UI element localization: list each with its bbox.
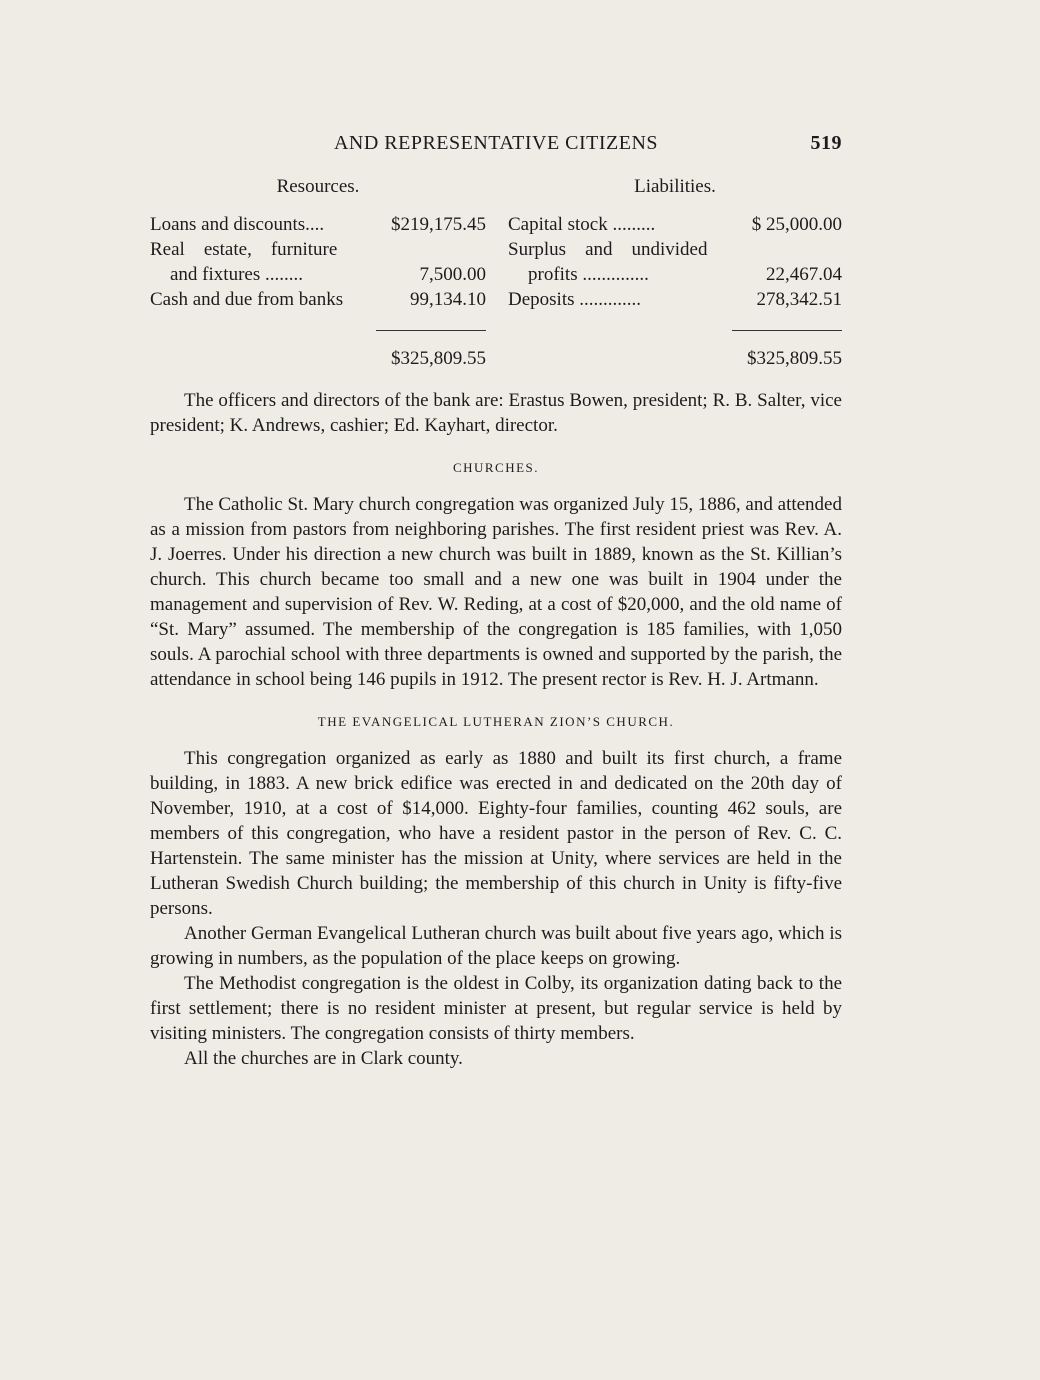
resource-row bbox=[150, 239, 486, 264]
book-page bbox=[150, 132, 842, 1071]
resource-row bbox=[150, 289, 486, 314]
resource-label: Real estate, furniture bbox=[150, 239, 338, 260]
resource-amount: 7,500.00 bbox=[419, 264, 486, 285]
liability-label: profits .............. bbox=[528, 264, 649, 285]
resource-amount: 99,134.10 bbox=[410, 289, 486, 310]
liabilities-heading: Liabilities. bbox=[634, 176, 716, 197]
resources-total: $325,809.55 bbox=[391, 348, 486, 369]
liability-label: Deposits ............. bbox=[508, 289, 641, 310]
catholic-church-paragraph: The Catholic St. Mary church congregation was organized July 15, 1886, and attended as a mission from pastors from neighboring parishes. The first resident priest was Rev. A. J. Joerres. Under his direction a new church was built in 1889, known as the St. Killian’s church. This church became too small and a new one was built in 1904 under the management and supervision of Rev. W. Reding, at a cost of $20,000, and the old name of “St. Mary” assumed. The membership of the congregation is 185 families, with 1,050 souls. A parochial school with three departments is owned and supported by the parish, the attendance in school being 146 pupils in 1912. The present rector is Rev. H. J. Artmann. bbox=[150, 494, 842, 690]
liability-row bbox=[508, 239, 842, 264]
resource-amount: $219,175.45 bbox=[391, 214, 486, 235]
running-head-title: AND REPRESENTATIVE CITIZENS bbox=[333, 132, 659, 154]
resource-label: Loans and discounts.... bbox=[150, 214, 325, 235]
liability-row bbox=[508, 214, 842, 239]
closing-paragraph: All the churches are in Clark county. bbox=[184, 1048, 463, 1069]
liabilities-total-rule bbox=[732, 330, 842, 331]
liability-amount: 278,342.51 bbox=[756, 289, 842, 310]
liability-row bbox=[508, 264, 842, 289]
bank-statement bbox=[150, 176, 842, 388]
resource-label: and fixtures ........ bbox=[170, 264, 303, 285]
liability-label: Capital stock ......... bbox=[508, 214, 656, 235]
resource-label: Cash and due from banks bbox=[150, 289, 344, 310]
liability-row bbox=[508, 289, 842, 314]
resources-heading: Resources. bbox=[276, 176, 360, 197]
resource-row bbox=[150, 214, 486, 239]
resource-row bbox=[150, 264, 486, 289]
resources-column bbox=[150, 176, 486, 369]
lutheran-paragraph: This congregation organized as early as 1880 and built its first church, a frame building, in 1883. A new brick edifice was erected in and dedicated on the 20th day of November, 1910, at a cost of $14,000. Eighty-four families, counting 462 souls, are members of this congregation, who have a resident pastor in the person of Rev. C. C. Hartenstein. The same minister has the mission at Unity, where services are held in the Lutheran Swedish Church building; the membership of this church in Unity is fifty-five persons. bbox=[150, 748, 842, 919]
liabilities-column bbox=[508, 176, 842, 369]
german-lutheran-paragraph: Another German Evangelical Lutheran church was built about five years ago, which is growing in numbers, as the population of the place keeps on growing. bbox=[150, 923, 842, 969]
officers-paragraph: The officers and directors of the bank are: Erastus Bowen, president; R. B. Salter, vice president; K. Andrews, cashier; Ed. Kayhart, director. bbox=[150, 390, 842, 436]
running-head bbox=[150, 132, 842, 162]
liabilities-total: $325,809.55 bbox=[747, 348, 842, 369]
liability-label: Surplus and undivided bbox=[508, 239, 708, 260]
liability-amount: 22,467.04 bbox=[766, 264, 842, 285]
resources-total-rule bbox=[376, 330, 486, 331]
liability-amount: $ 25,000.00 bbox=[751, 214, 842, 235]
lutheran-church-heading: THE EVANGELICAL LUTHERAN ZION’S CHURCH. bbox=[317, 714, 675, 729]
churches-heading: CHURCHES. bbox=[452, 460, 540, 475]
page-number: 519 bbox=[810, 132, 842, 154]
methodist-paragraph: The Methodist congregation is the oldest in Colby, its organization dating back to the first settlement; there is no resident minister at present, but regular service is held by visiting ministers. The congregation consists of thirty members. bbox=[150, 973, 842, 1044]
